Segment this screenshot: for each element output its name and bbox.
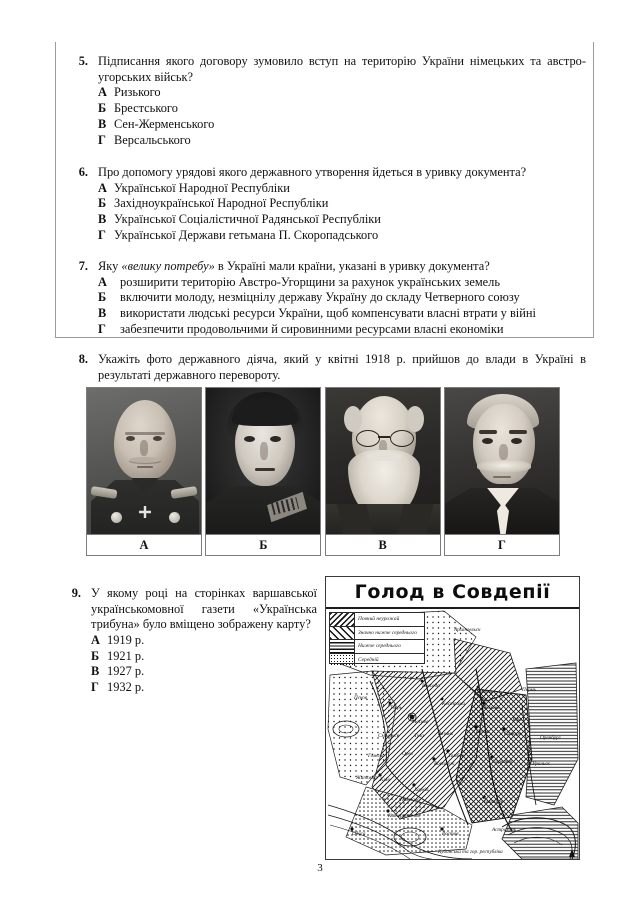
option-a-letter: А	[98, 180, 107, 195]
map-city-label: Архангельск	[454, 627, 481, 633]
option-b-text: включити молоду, незміцнілу державу Україну до складу Четверного союзу	[120, 290, 520, 305]
map-city-label: Саратов	[492, 759, 512, 765]
photo-option-g[interactable]	[444, 387, 560, 559]
option-v-letter: В	[98, 306, 107, 321]
map-city-label: Орел	[402, 751, 413, 757]
question-7-options	[62, 275, 586, 338]
option-g-letter: Г	[91, 680, 99, 695]
map-legend	[329, 612, 425, 664]
page-number: 3	[317, 862, 323, 874]
option-b[interactable]	[91, 649, 317, 665]
legend-label-2: Значно нижче середнього	[358, 629, 417, 636]
option-g-text: Версальського	[114, 132, 191, 147]
question-7-header	[62, 259, 586, 275]
option-b-letter: Б	[98, 196, 107, 211]
photo-option-b[interactable]	[205, 387, 321, 559]
map-city-label: Катеринослав	[388, 813, 420, 819]
portrait-bearded-man-with-round-glasses	[326, 388, 440, 534]
option-v-letter: В	[98, 116, 107, 131]
question-7-text-before: Яку	[98, 259, 122, 273]
option-g[interactable]	[98, 228, 586, 244]
map-city-label: Вологда	[422, 683, 440, 689]
map-city-label: Полтава	[400, 797, 420, 803]
option-v[interactable]	[98, 306, 586, 322]
map-city-label: Самара	[504, 731, 522, 737]
question-9-options	[55, 633, 317, 696]
portrait-image-a[interactable]	[86, 387, 202, 535]
option-b-text: 1921 р.	[107, 648, 145, 663]
option-a-text: 1919 р.	[107, 632, 145, 647]
portrait-young-man-dark-hair	[206, 388, 320, 534]
option-b-text: Західноукраїнської Народної Республіки	[114, 196, 329, 211]
portrait-officer-bald-with-moustache	[87, 388, 201, 534]
map-city-label: Оренбург	[540, 735, 561, 741]
option-a-letter: А	[98, 85, 107, 100]
question-9-text: У якому році на сторінках варшавської українськомовної газети «Українська трибуна» було вміщено зображену карту?	[91, 586, 317, 632]
option-g-text: забезпечити продовольчими й сировинними ресурсами власні економіки	[120, 321, 504, 336]
option-a[interactable]	[98, 85, 586, 101]
photo-label-b: Б	[205, 535, 321, 556]
legend-row-4	[330, 654, 424, 667]
legend-row-2	[330, 627, 424, 641]
map-city-label: Рязань	[438, 731, 454, 737]
question-8-header	[62, 352, 586, 383]
option-b-letter: Б	[98, 100, 107, 115]
question-8-photo-row	[86, 387, 560, 559]
map-city-label: Тула	[414, 733, 424, 739]
option-g-letter: Г	[98, 227, 106, 242]
legend-row-1	[330, 613, 424, 627]
map-city-label: Кубанська та гор. республіка	[438, 849, 503, 855]
option-a[interactable]	[91, 633, 317, 649]
question-8-number: 8.	[78, 352, 88, 366]
option-b[interactable]	[98, 290, 586, 306]
map-city-label: Тверь	[390, 705, 403, 711]
option-a-text: Ризького	[114, 85, 161, 100]
option-g-text: 1932 р.	[107, 680, 145, 695]
photo-label-v: В	[325, 535, 441, 556]
option-v[interactable]	[98, 117, 586, 133]
question-7-text	[98, 259, 586, 275]
option-g-letter: Г	[98, 132, 106, 147]
portrait-image-g[interactable]	[444, 387, 560, 535]
option-b-letter: Б	[91, 648, 100, 663]
option-a-letter: А	[91, 632, 100, 647]
legend-label-1: Повний неурожай	[358, 616, 400, 622]
option-a-text: розширити територію Австро-Угорщини за рахунок українських земель	[120, 274, 500, 289]
question-8	[62, 352, 586, 383]
map-city-label: Воронеж	[434, 761, 455, 767]
map-city-label: Ростов	[442, 831, 459, 837]
option-v-letter: В	[98, 212, 107, 227]
option-g[interactable]	[98, 322, 586, 338]
map-city-label: Кострома	[442, 701, 465, 707]
legend-label-3: Нижче середнього	[358, 643, 401, 649]
map-city-label: Пермь	[522, 687, 537, 693]
question-5-text: Підписання якого договору зумовило вступ на територію України німецьких та австро-угорських військ?	[98, 54, 586, 84]
portrait-man-with-large-moustache	[445, 388, 559, 534]
portrait-image-b[interactable]	[205, 387, 321, 535]
option-g-text: Української Держави гетьмана П. Скоропадського	[114, 227, 379, 242]
map-city-label: Царицин	[484, 799, 504, 805]
question-7-text-emphasis: «велику потребу»	[121, 259, 215, 273]
map-city-label: Вятка	[478, 689, 493, 695]
option-v[interactable]	[91, 664, 317, 680]
option-b-letter: Б	[98, 290, 107, 305]
option-v[interactable]	[98, 212, 586, 228]
option-b-text: Брестського	[114, 100, 178, 115]
question-7	[62, 259, 586, 338]
map-city-label: Київ	[380, 777, 390, 783]
map-body	[326, 609, 579, 860]
legend-swatch-diagonal-hatch-icon	[330, 627, 355, 640]
option-g[interactable]	[98, 133, 586, 149]
question-6-number: 6.	[78, 165, 88, 179]
question-6	[62, 165, 586, 244]
map-city-label: Казань	[484, 705, 500, 711]
map-city-label: Уфа	[512, 717, 522, 723]
map-city-label: Харків	[414, 787, 429, 793]
legend-swatch-cross-hatch-icon	[330, 613, 355, 626]
option-a[interactable]	[98, 181, 586, 197]
option-v-text: Української Соціалістичної Радянської Республіки	[114, 212, 381, 227]
option-b[interactable]	[98, 101, 586, 117]
option-v-text: Сен-Жерменського	[114, 116, 215, 131]
question-7-number: 7.	[78, 259, 88, 273]
photo-label-g: Г	[444, 535, 560, 556]
question-6-header	[62, 165, 586, 181]
question-5-options	[62, 85, 586, 148]
option-v-letter: В	[91, 664, 100, 679]
legend-label-4: Середній	[358, 656, 379, 663]
map-city-label: Астрахань	[492, 827, 517, 833]
question-6-text: Про допомогу урядові якого державного утворення йдеться в уривку документа?	[98, 165, 527, 179]
famine-map-figure	[325, 576, 580, 860]
question-9-header	[55, 586, 317, 633]
option-v-text: 1927 р.	[107, 664, 145, 679]
legend-row-3	[330, 640, 424, 654]
map-city-label: Житомир	[355, 775, 378, 781]
question-5	[62, 54, 586, 148]
question-8-text: Укажіть фото державного діяча, який у квітні 1918 р. прийшов до влади в Україні в результаті державного перевороту.	[98, 352, 586, 382]
portrait-image-v[interactable]	[325, 387, 441, 535]
option-a-text: Української Народної Республіки	[114, 180, 290, 195]
option-a-letter: А	[98, 274, 107, 289]
map-city-label: Псков	[354, 695, 368, 701]
map-city-label: Смоленск	[378, 733, 400, 739]
option-b[interactable]	[98, 196, 586, 212]
question-7-text-after: в Україні мали країни, указані в уривку документа?	[214, 259, 490, 273]
question-9	[55, 586, 317, 696]
question-5-header	[62, 54, 586, 85]
photo-option-v[interactable]	[325, 387, 441, 559]
map-city-label: Одеса	[352, 831, 366, 837]
option-a[interactable]	[98, 275, 586, 291]
photo-option-a[interactable]	[86, 387, 202, 559]
option-v-text: використати людські ресурси України, щоб компенсувати власні втрати у війні	[120, 306, 536, 321]
map-title: Голод в Совдепії	[326, 577, 579, 609]
map-city-label: Пенза	[476, 729, 490, 735]
map-city-label: Гомель	[368, 753, 384, 759]
photo-label-a: А	[86, 535, 202, 556]
legend-swatch-dotted-icon	[330, 654, 355, 667]
question-9-number: 9.	[71, 586, 81, 600]
option-g[interactable]	[91, 680, 317, 696]
question-5-number: 5.	[78, 54, 88, 68]
map-city-label: Москва	[412, 719, 429, 725]
map-city-label: Уральск	[532, 761, 550, 767]
option-g-letter: Г	[98, 321, 106, 336]
legend-swatch-horizontal-hatch-icon	[330, 640, 355, 653]
map-city-label: Тамбов	[448, 753, 464, 759]
question-6-options	[62, 181, 586, 244]
